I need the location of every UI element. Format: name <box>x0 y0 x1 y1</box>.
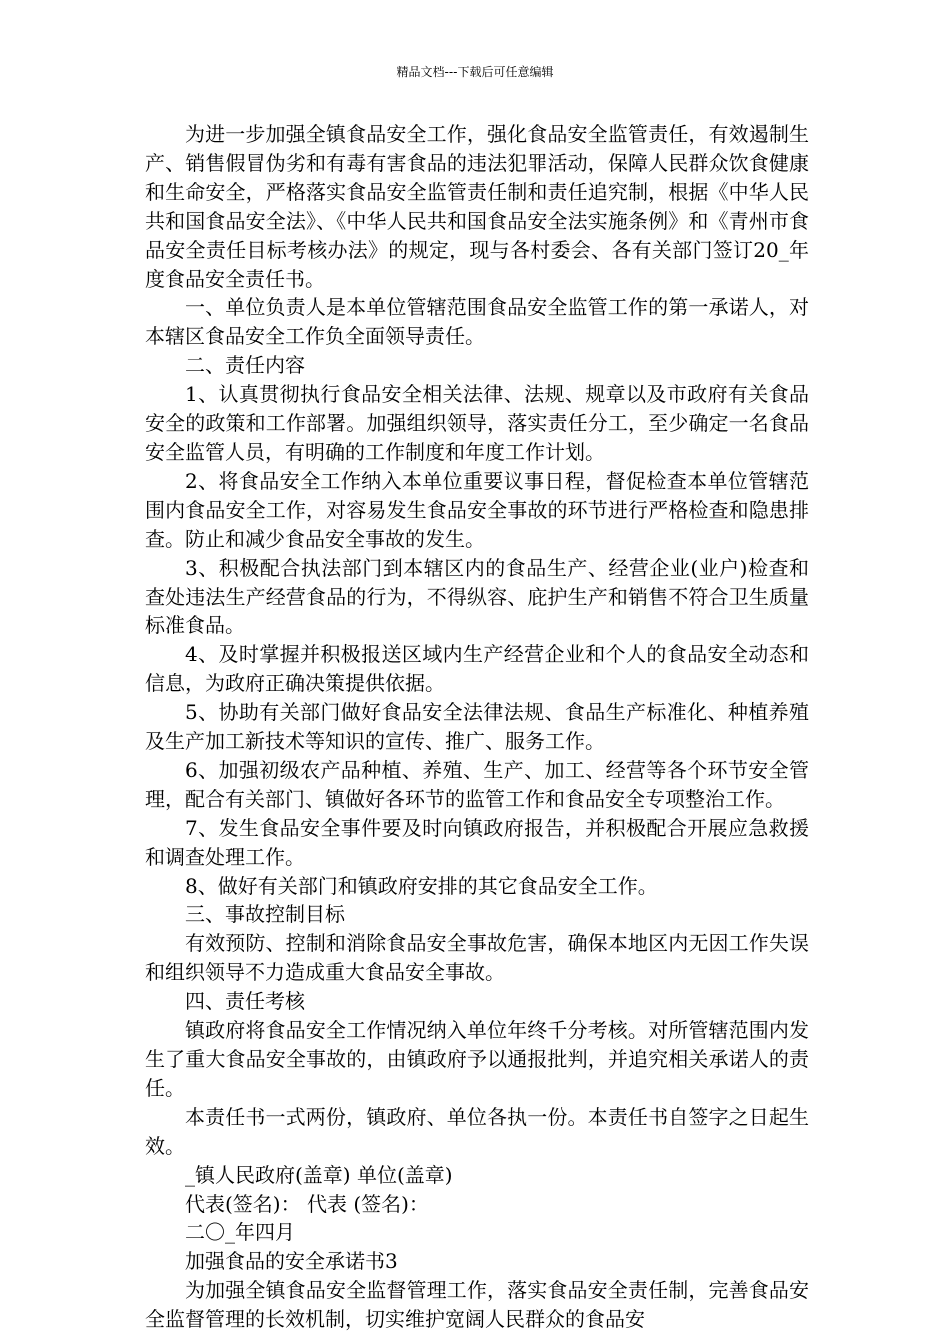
validity-paragraph: 本责任书一式两份，镇政府、单位各执一份。本责任书自签字之日起生效。 <box>145 1104 809 1158</box>
signature-line: 代表(签名)： 代表 (签名)： <box>185 1191 429 1216</box>
next-document-paragraph: 为加强全镇食品安全监督管理工作，落实食品安全责任制，完善食品安全监督管理的长效机制，切实维护宽阔人民群众的食品安 <box>145 1278 809 1332</box>
date-line: 二〇_年四月 <box>185 1220 295 1245</box>
responsibility-item-7: 7、发生食品安全事件要及时向镇政府报告，并积极配合开展应急救援和调查处理工作。 <box>145 815 809 869</box>
responsibility-item-4: 4、及时掌握并积极报送区域内生产经营企业和个人的食品安全动态和信息，为政府正确决策提供依据。 <box>145 642 809 696</box>
section-heading-responsibilities: 二、责任内容 <box>185 353 305 378</box>
section-heading-assessment: 四、责任考核 <box>185 989 305 1014</box>
assessment-paragraph: 镇政府将食品安全工作情况纳入单位年终千分考核。对所管辖范围内发生了重大食品安全事故的，由镇政府予以通报批判，并追究相关承诺人的责任。 <box>145 1018 809 1100</box>
intro-paragraph: 为进一步加强全镇食品安全工作，强化食品安全监管责任，有效遏制生产、销售假冒伪劣和有毒有害食品的违法犯罪活动，保障人民群众饮食健康和生命安全，严格落实食品安全监管责任制和责任追究制，根据《中华人民共和国食品安全法》、《中华人民共和国食品安全法实施条例》和《青州市食品安全责任目标考核办法》的规定，现与各村委会、各有关部门签订20_年度食品安全责任书。 <box>145 122 809 291</box>
responsibility-item-3: 3、积极配合执法部门到本辖区内的食品生产、经营企业(业户)检查和查处违法生产经营食品的行为，不得纵容、庇护生产和销售不符合卫生质量标准食品。 <box>145 555 809 638</box>
seal-line: _镇人民政府(盖章) 单位(盖章) <box>185 1162 453 1187</box>
document-body <box>145 120 809 1334</box>
accident-target-paragraph: 有效预防、控制和消除食品安全事故危害，确保本地区内无因工作失误和组织领导不力造成重大食品安全事故。 <box>145 931 809 985</box>
responsibility-item-8: 8、做好有关部门和镇政府安排的其它食品安全工作。 <box>185 873 658 898</box>
clause-one-paragraph: 一、单位负责人是本单位管辖范围食品安全监管工作的第一承诺人，对本辖区食品安全工作负全面领导责任。 <box>145 295 809 349</box>
responsibility-item-6: 6、加强初级农产品种植、养殖、生产、加工、经营等各个环节安全管理，配合有关部门、镇做好各环节的监管工作和食品安全专项整治工作。 <box>145 757 809 811</box>
responsibility-item-5: 5、协助有关部门做好食品安全法律法规、食品生产标准化、种植养殖及生产加工新技术等知识的宣传、推广、服务工作。 <box>145 700 809 754</box>
responsibility-item-1: 1、认真贯彻执行食品安全相关法律、法规、规章以及市政府有关食品安全的政策和工作部署。加强组织领导，落实责任分工，至少确定一名食品安全监管人员，有明确的工作制度和年度工作计划。 <box>145 382 809 464</box>
section-heading-accident-target: 三、事故控制目标 <box>185 902 345 927</box>
page-header: 精品文档---下载后可任意编辑 <box>396 65 554 79</box>
next-document-title: 加强食品的安全承诺书3 <box>185 1249 398 1274</box>
responsibility-item-2: 2、将食品安全工作纳入本单位重要议事日程，督促检查本单位管辖范围内食品安全工作，对容易发生食品安全事故的环节进行严格检查和隐患排查。防止和减少食品安全事故的发生。 <box>145 468 809 551</box>
